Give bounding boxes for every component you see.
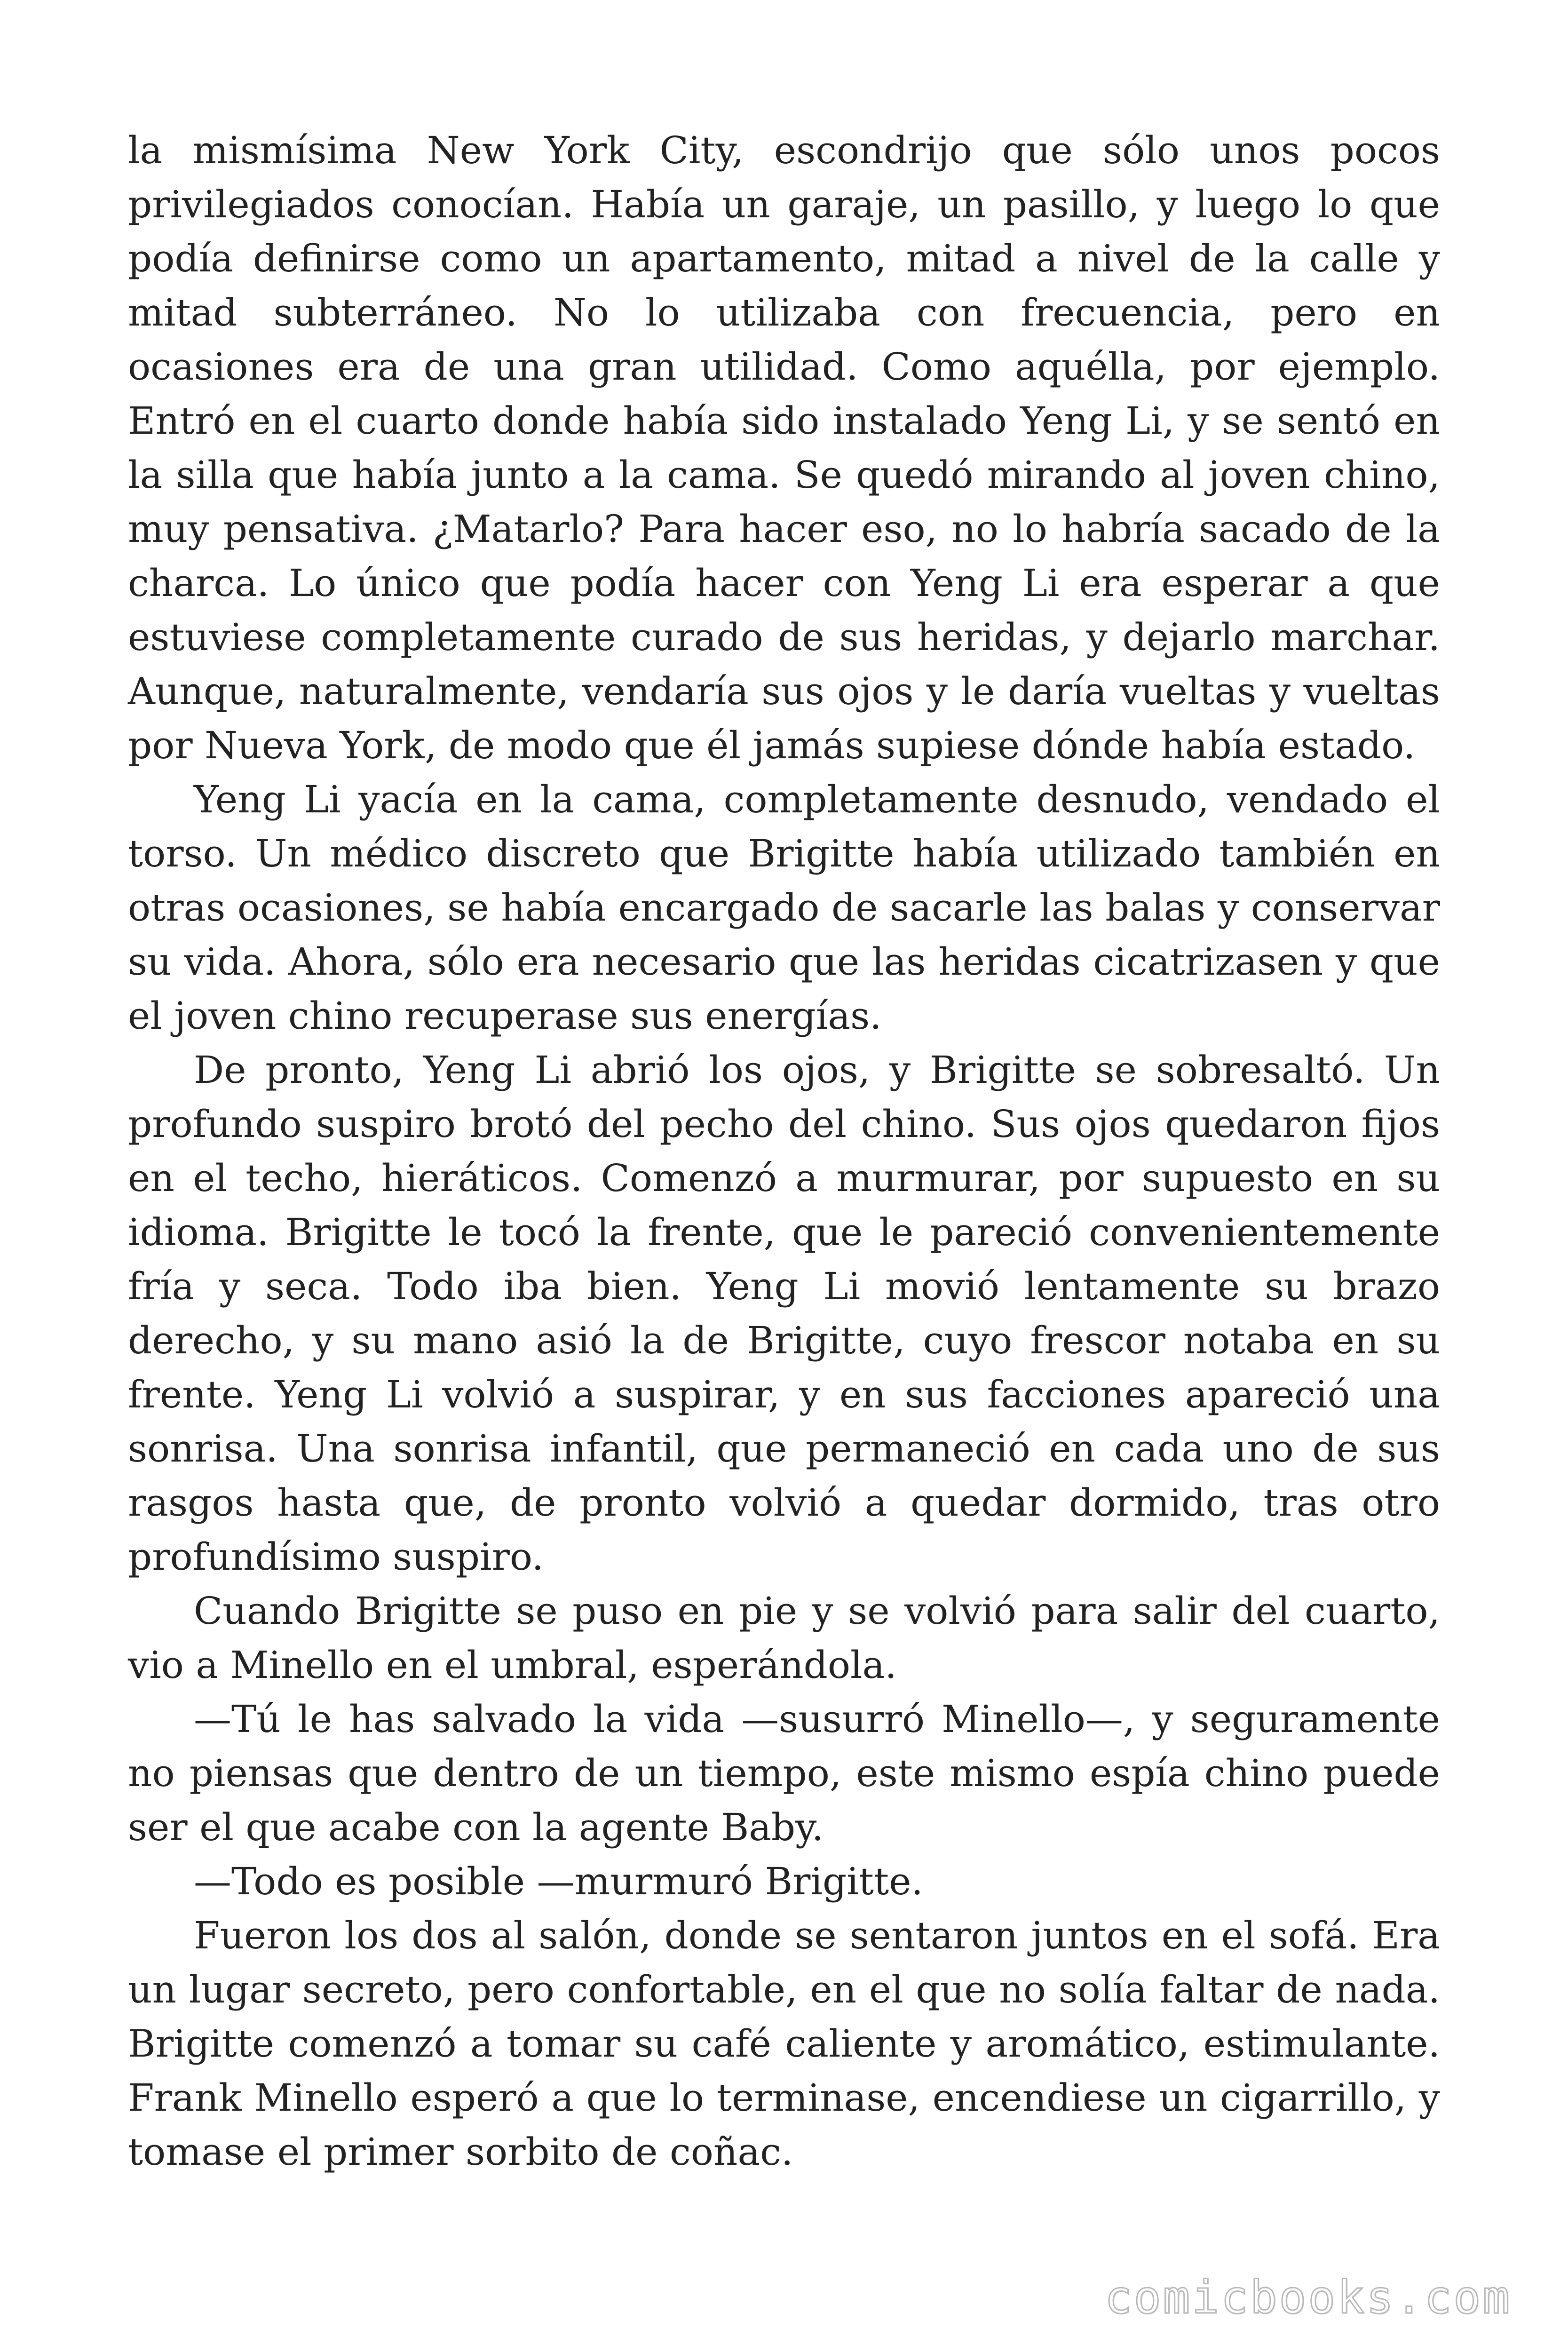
paragraph-3: De pronto, Yeng Li abrió los ojos, y Brigitte se sobresaltó. Un profundo suspiro brotó del pecho del chino. Sus ojos quedaron fijos en el techo, hieráticos. Comenzó a murmurar, por supuesto en su idioma. Brigitte le tocó la frente, que le pareció convenientemente fría y seca. Todo iba bien. Yeng Li movió lentamente su brazo derecho, y su mano asió la de Brigitte, cuyo frescor notaba en su frente. Yeng Li volvió a suspirar, y en sus facciones apareció una sonrisa. Una sonrisa infantil, que permaneció en cada uno de sus rasgos hasta que, de pronto volvió a quedar dormido, tras otro profundísimo suspiro. xyxy=(128,1048,1440,1579)
paragraph-2: Yeng Li yacía en la cama, completamente desnudo, vendado el torso. Un médico discreto que Brigitte había utilizado también en otras ocasiones, se había encargado de sacarle las balas y conservar su vida. Ahora, sólo era necesario que las heridas cicatrizasen y que el joven chino recuperase sus energías. xyxy=(128,778,1440,1038)
book-page-text xyxy=(128,123,1440,2179)
paragraph-5: —Tú le has salvado la vida —susurró Minello—, y seguramente no piensas que dentro de un tiempo, este mismo espía chino puede ser el que acabe con la agente Baby. xyxy=(128,1697,1440,1849)
paragraph-4: Cuando Brigitte se puso en pie y se volvió para salir del cuarto, vio a Minello en el umbral, esperándola. xyxy=(128,1589,1440,1687)
paragraph-7: Fueron los dos al salón, donde se sentaron juntos en el sofá. Era un lugar secreto, pero confortable, en el que no solía faltar de nada. Brigitte comenzó a tomar su café caliente y aromático, estimulante. Frank Minello esperó a que lo terminase, encendiese un cigarrillo, y tomase el primer sorbito de coñac. xyxy=(128,1914,1440,2174)
paragraph-1: la mismísima New York City, escondrijo que sólo unos pocos privilegiados conocían. Había un garaje, un pasillo, y luego lo que podía definirse como un apartamento, mitad a nivel de la calle y mitad subterráneo. No lo utilizaba con frecuencia, pero en ocasiones era de una gran utilidad. Como aquélla, por ejemplo. Entró en el cuarto donde había sido instalado Yeng Li, y se sentó en la silla que había junto a la cama. Se quedó mirando al joven chino, muy pensativa. ¿Matarlo? Para hacer eso, no lo habría sacado de la charca. Lo único que podía hacer con Yeng Li era esperar a que estuviese completamente curado de sus heridas, y dejarlo marchar. Aunque, naturalmente, vendaría sus ojos y le daría vueltas y vueltas por Nueva York, de modo que él jamás supiese dónde había estado. xyxy=(128,128,1440,767)
paragraph-6: —Todo es posible —murmuró Brigitte. xyxy=(194,1859,923,1903)
watermark-logo: comicbooks.com xyxy=(1104,2271,1512,2324)
